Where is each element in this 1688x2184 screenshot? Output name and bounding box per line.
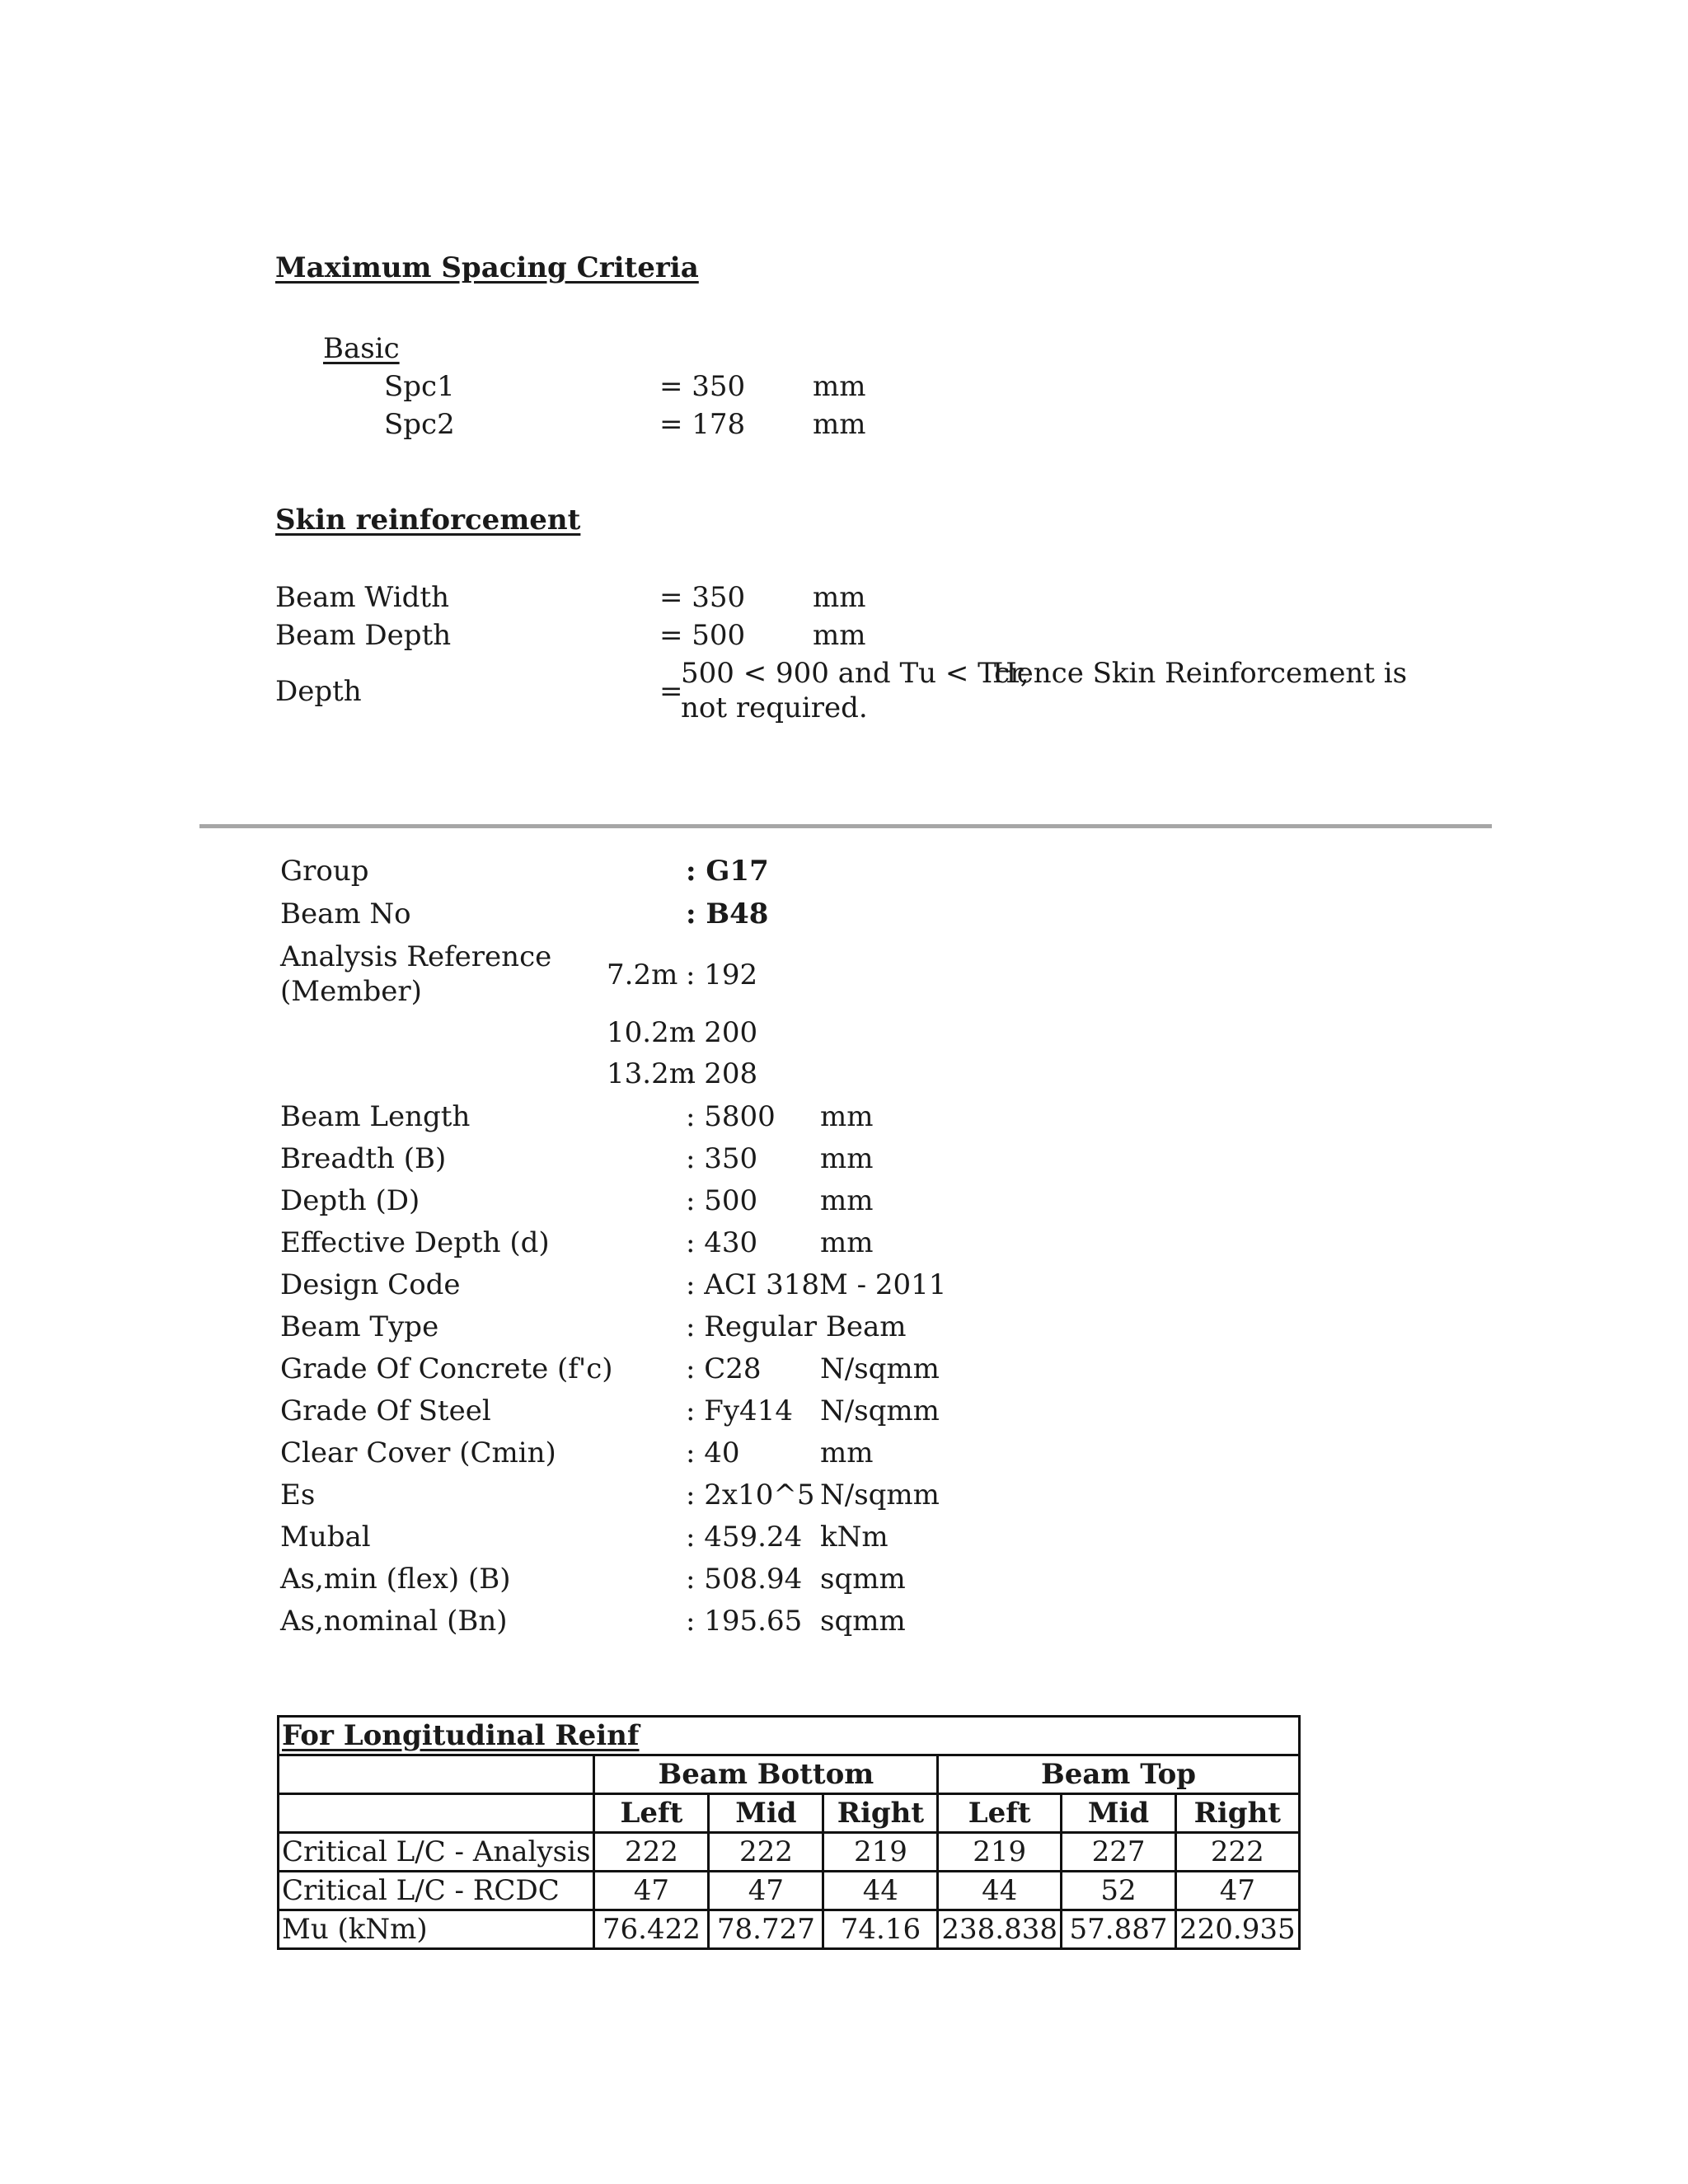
prop-value: : Fy414	[686, 1394, 793, 1427]
table-header-blank	[279, 1794, 594, 1833]
prop-value: : 2x10^5	[686, 1479, 815, 1511]
analysis-ref-label: Analysis Reference	[280, 940, 552, 973]
row-label: Critical L/C - RCDC	[279, 1872, 594, 1910]
table-cell: 220.935	[1176, 1910, 1300, 1949]
table-cell: 222	[709, 1833, 823, 1872]
table-cell: 227	[1062, 1833, 1176, 1872]
analysis-ref-label-member: (Member)	[280, 975, 422, 1008]
beam-no-value: : B48	[686, 898, 769, 930]
table-cell: 52	[1062, 1872, 1176, 1910]
prop-unit: mm	[820, 1436, 874, 1469]
table-group-header-row	[279, 1755, 1300, 1794]
skin-heading: Skin reinforcement	[275, 504, 581, 537]
basic-subheading: Basic	[323, 332, 400, 365]
prop-unit: N/sqmm	[820, 1394, 940, 1427]
table-cell: 219	[823, 1833, 938, 1872]
prop-unit: kNm	[820, 1521, 889, 1554]
table-cell: 47	[709, 1872, 823, 1910]
prop-value: : ACI 318M - 2011	[686, 1268, 947, 1301]
table-cell: 47	[1176, 1872, 1300, 1910]
spc2-unit: mm	[813, 408, 866, 441]
prop-unit: mm	[820, 1100, 874, 1133]
spc1-unit: mm	[813, 370, 866, 403]
col-header: Left	[594, 1794, 709, 1833]
prop-label: Clear Cover (Cmin)	[280, 1436, 556, 1469]
table-cell: 222	[1176, 1833, 1300, 1872]
analysis-ref-value-1: : 192	[686, 958, 758, 991]
col-header: Mid	[1062, 1794, 1176, 1833]
beam-width-value: = 350	[659, 581, 746, 614]
prop-unit: sqmm	[820, 1563, 906, 1596]
prop-value: : 40	[686, 1436, 740, 1469]
prop-value: : 350	[686, 1142, 758, 1175]
analysis-ref-value-2: : 200	[686, 1016, 758, 1049]
table-title: For Longitudinal Reinf	[279, 1717, 1300, 1755]
row-label: Critical L/C - Analysis	[279, 1833, 594, 1872]
table-row	[279, 1910, 1300, 1949]
depth-check-line1b: Hence Skin Reinforcement is	[992, 657, 1408, 690]
analysis-ref-pos-2: 10.2m	[607, 1016, 696, 1049]
spc2-label: Spc2	[384, 408, 455, 441]
prop-unit: mm	[820, 1226, 874, 1259]
beam-bottom-header: Beam Bottom	[594, 1755, 938, 1794]
prop-value: : 430	[686, 1226, 758, 1259]
spc2-value: = 178	[659, 408, 746, 441]
table-cell: 74.16	[823, 1910, 938, 1949]
beam-depth-label: Beam Depth	[275, 619, 452, 652]
analysis-ref-pos-3: 13.2m	[607, 1057, 696, 1090]
depth-check-label: Depth	[275, 675, 362, 708]
section-divider	[199, 824, 1492, 828]
table-cell: 44	[823, 1872, 938, 1910]
spc1-label: Spc1	[384, 370, 455, 403]
beam-no-label: Beam No	[280, 898, 411, 930]
beam-width-label: Beam Width	[275, 581, 449, 614]
prop-label: Grade Of Steel	[280, 1394, 491, 1427]
prop-label: Effective Depth (d)	[280, 1226, 550, 1259]
col-header: Right	[1176, 1794, 1300, 1833]
prop-label: Breadth (B)	[280, 1142, 447, 1175]
prop-label: Mubal	[280, 1521, 371, 1554]
table-cell: 78.727	[709, 1910, 823, 1949]
prop-value: : 5800	[686, 1100, 776, 1133]
table-cell: 238.838	[938, 1910, 1062, 1949]
group-label: Group	[280, 855, 369, 888]
depth-check-line2: not required.	[681, 691, 868, 724]
analysis-ref-value-3: : 208	[686, 1057, 758, 1090]
table-cell: 76.422	[594, 1910, 709, 1949]
spc1-value: = 350	[659, 370, 746, 403]
beam-depth-value: = 500	[659, 619, 746, 652]
table-cell: 219	[938, 1833, 1062, 1872]
beam-depth-unit: mm	[813, 619, 866, 652]
table-cell: 44	[938, 1872, 1062, 1910]
table-title-row	[279, 1717, 1300, 1755]
prop-label: Beam Length	[280, 1100, 471, 1133]
spacing-heading: Maximum Spacing Criteria	[275, 251, 699, 284]
col-header: Left	[938, 1794, 1062, 1833]
analysis-ref-pos-1: 7.2m	[607, 958, 678, 991]
depth-check-eq: =	[659, 675, 683, 708]
table-sub-header-row	[279, 1794, 1300, 1833]
group-value: : G17	[686, 855, 769, 888]
beam-top-header: Beam Top	[938, 1755, 1299, 1794]
table-cell: 222	[594, 1833, 709, 1872]
table-row	[279, 1833, 1300, 1872]
prop-label: As,nominal (Bn)	[280, 1605, 508, 1638]
prop-unit: sqmm	[820, 1605, 906, 1638]
prop-label: Beam Type	[280, 1310, 439, 1343]
prop-label: Grade Of Concrete (f'c)	[280, 1352, 613, 1385]
col-header: Right	[823, 1794, 938, 1833]
prop-label: Es	[280, 1479, 316, 1511]
row-label: Mu (kNm)	[279, 1910, 594, 1949]
prop-unit: mm	[820, 1184, 874, 1217]
prop-unit: mm	[820, 1142, 874, 1175]
prop-value: : 195.65	[686, 1605, 803, 1638]
prop-label: Depth (D)	[280, 1184, 420, 1217]
prop-value: : Regular Beam	[686, 1310, 907, 1343]
longitudinal-reinf-table	[277, 1715, 1301, 1950]
depth-check-line1: 500 < 900 and Tu < Tcr,	[681, 657, 1029, 690]
prop-label: Design Code	[280, 1268, 461, 1301]
prop-value: : C28	[686, 1352, 762, 1385]
beam-width-unit: mm	[813, 581, 866, 614]
prop-unit: N/sqmm	[820, 1352, 940, 1385]
table-cell: 57.887	[1062, 1910, 1176, 1949]
prop-value: : 500	[686, 1184, 758, 1217]
col-header: Mid	[709, 1794, 823, 1833]
prop-value: : 508.94	[686, 1563, 803, 1596]
prop-unit: N/sqmm	[820, 1479, 940, 1511]
prop-label: As,min (flex) (B)	[280, 1563, 511, 1596]
table-row	[279, 1872, 1300, 1910]
prop-value: : 459.24	[686, 1521, 803, 1554]
table-cell: 47	[594, 1872, 709, 1910]
table-header-blank	[279, 1755, 594, 1794]
